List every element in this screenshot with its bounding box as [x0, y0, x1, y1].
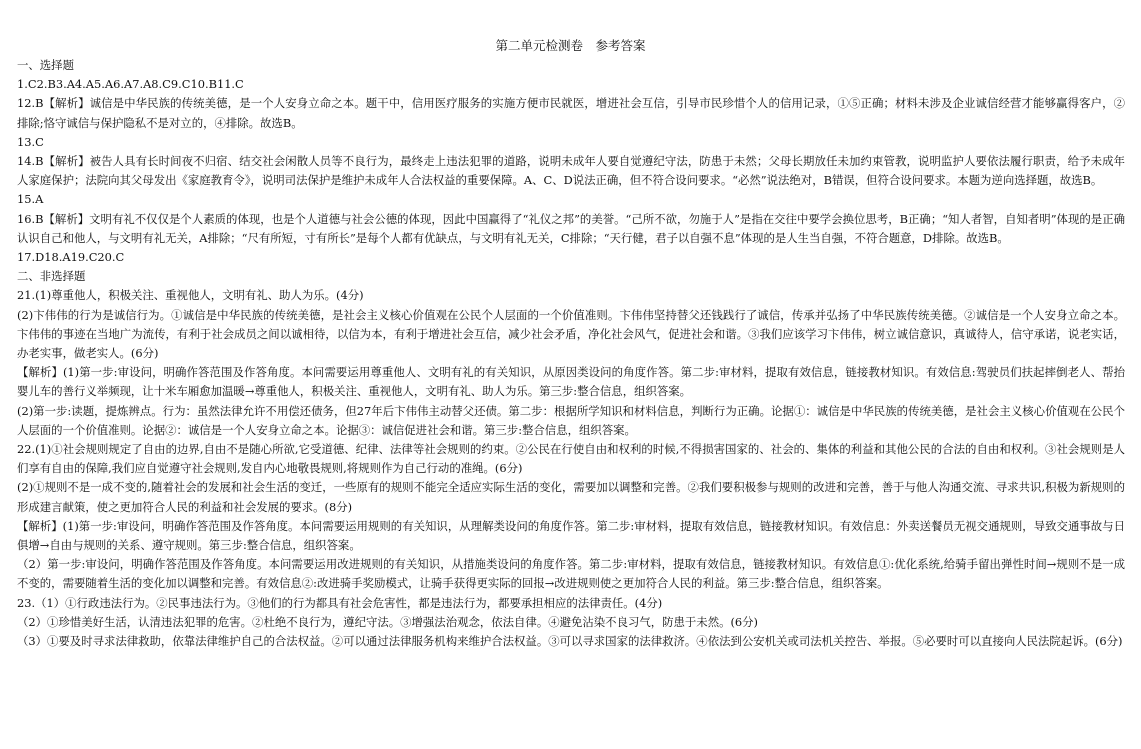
- answer-22-1: 22.(1)①社会规则规定了自由的边界,自由不是随心所欲,它受道德、纪律、法律等社会规则的约束。②公民在行使自由和权利的时候,不得损害国家的、社会的、集体的利益和其他公民的合法的自由和权利。③社会规则是人们享有自由的保障,我们应自觉遵守社会规则,发自内心地敬畏规则,将规则作为自己行动的准绳。(6分): [17, 442, 1125, 476]
- answer-23-3: （3）①要及时寻求法律救助，依靠法律维护自己的合法权益。②可以通过法律服务机构来维护合法权益。③可以寻求国家的法律救济。④依法到公安机关或司法机关控告、举报。⑤必要时可以直接向人民法院起诉。(6分): [17, 634, 1123, 649]
- answer-16: 16.B【解析】文明有礼不仅仅是个人素质的体现，也是个人道德与社会公德的体现，因此中国赢得了“礼仪之邦”的美誉。“己所不欲，勿施于人”是指在交往中要学会换位思考，B正确；“知人者智，自知者明”体现的是正确认识自己和他人，与文明有礼无关，A排除；“尺有所短，寸有所长”是每个人都有优缺点，与文明有礼无关，C排除；“天行健，君子以自强不息”体现的是人生当自强，不符合题意，D排除。故选B。: [17, 211, 1125, 245]
- section-heading-choice: 一、选择题: [17, 58, 74, 72]
- answers-17-20: 17.D18.A19.C20.C: [17, 250, 125, 265]
- analysis-21-1: 【解析】(1)第一步:审设问，明确作答范围及作答角度。本问需要运用尊重他人、文明有礼的有关知识，从原因类设问的角度作答。第二步:审材料，提取有效信息，链接教材知识。有效信息:驾驶员们扶起摔倒老人、帮抬婴儿车的善行义举频现，让十米车厢愈加温暖→尊重他人，积极关注、重视他人，文明有礼、助人为乐。第三步:整合信息，组织答案。: [17, 365, 1125, 399]
- analysis-21-2: (2)第一步:读题，提炼辨点。行为：虽然法律允许不用偿还债务，但27年后卞伟伟主动替父还债。第二步：根据所学知识和材料信息，判断行为正确。论据①：诚信是中华民族的传统美德，是社会主义核心价值观在公民个人层面的一个价值准则。论据②：诚信是一个人安身立命之本。论据③：诚信促进社会和谐。第三步:整合信息，组织答案。: [17, 403, 1125, 437]
- answer-21-2: (2)卞伟伟的行为是诚信行为。①诚信是中华民族的传统美德，是社会主义核心价值观在公民个人层面的一个价值准则。卞伟伟坚持替父还钱践行了诚信，传承并弘扬了中华民族传统美德。②诚信是一个人安身立命之本。卞伟伟的事迹在当地广为流传，有利于社会成员之间以诚相待，以信为本，有利于增进社会互信，减少社会矛盾，净化社会风气，促进社会和谐。③我们应该学习卞伟伟，树立诚信意识，真诚待人，信守承诺，说老实话，办老实事，做老实人。(6分): [17, 307, 1125, 361]
- section-heading-nonchoice: 二、非选择题: [17, 269, 86, 284]
- answer-body: [17, 56, 1125, 651]
- answers-1-11: 1.C2.B3.A4.A5.A6.A7.A8.C9.C10.B11.C: [17, 77, 244, 92]
- answer-12: 12.B【解析】诚信是中华民族的传统美德，是一个人安身立命之本。题干中，信用医疗服务的实施方便市民就医，增进社会互信，引导市民珍惜个人的信用记录，①⑤正确；材料未涉及企业诚信经营才能够赢得客户，②排除;恪守诚信与保护隐私不是对立的，④排除。故选B。: [17, 96, 1125, 130]
- answer-22-2: (2)①规则不是一成不变的,随着社会的发展和社会生活的变迁，一些原有的规则不能完全适应实际生活的变化，需要加以调整和完善。②我们要积极参与规则的改进和完善，善于与他人沟通交流、寻求共识,积极为新规则的形成建言献策，使之更加符合人民的利益和社会发展的要求。(8分): [17, 480, 1125, 514]
- answer-13: 13.C: [17, 134, 44, 149]
- answer-21-1: 21.(1)尊重他人，积极关注、重视他人，文明有礼、助人为乐。(4分): [17, 288, 364, 303]
- analysis-22-1: 【解析】(1)第一步:审设问，明确作答范围及作答角度。本问需要运用规则的有关知识，从理解类设问的角度作答。第二步:审材料，提取有效信息，链接教材知识。有效信息：外卖送餐员无视交通规则，导致交通事故与日俱增→自由与规则的关系、遵守规则。第三步:整合信息，组织答案。: [17, 518, 1125, 553]
- analysis-22-2: （2）第一步:审设问，明确作答范围及作答角度。本问需要运用改进规则的有关知识，从措施类设问的角度作答。第二步:审材料，提取有效信息，链接教材知识。有效信息①:优化系统,给骑手留出弹性时间→规则不是一成不变的，需要随着生活的变化加以调整和完善。有效信息②:改进骑手奖励模式，让骑手获得更实际的回报→改进规则使之更加符合人民的利益。第三步:整合信息，组织答案。: [17, 557, 1125, 591]
- answer-23-2: （2）①珍惜美好生活，认清违法犯罪的危害。②杜绝不良行为，遵纪守法。③增强法治观念，依法自律。④避免沾染不良习气，防患于未然。(6分): [17, 614, 758, 629]
- page-title: 第二单元检测卷 参考答案: [495, 38, 646, 53]
- answer-15: 15.A: [17, 192, 44, 207]
- answer-23-1: 23.（1）①行政违法行为。②民事违法行为。③他们的行为都具有社会危害性，都是违法行为，都要承担相应的法律责任。(4分): [17, 595, 663, 610]
- answer-14: 14.B【解析】被告人具有长时间夜不归宿、结交社会闲散人员等不良行为，最终走上违法犯罪的道路，说明未成年人要自觉遵纪守法，防患于未然；父母长期放任未加约束管教，说明监护人要依法履行职责，给予未成年人家庭保护；法院向其父母发出《家庭教育令》，说明司法保护是维护未成年人合法权益的重要保障。A、C、D说法正确，但不符合设问要求。“必然”说法绝对，B错误，但符合设问要求。本题为逆向选择题，故选B。: [17, 154, 1125, 188]
